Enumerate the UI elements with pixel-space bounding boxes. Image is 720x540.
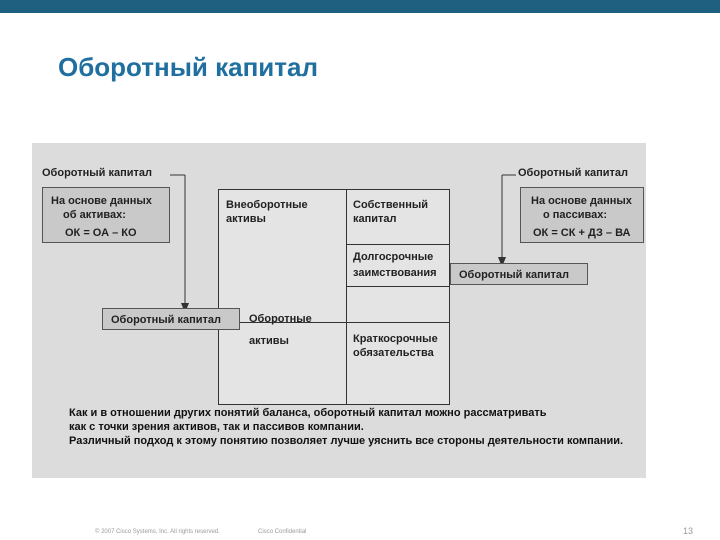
left-box-formula: ОК = ОА – КО (65, 227, 137, 239)
right-box-line-1: На основе данных (531, 195, 632, 207)
left-box-line-1: На основе данных (51, 195, 152, 207)
right-formula-box (520, 187, 644, 243)
right-label: Оборотный капитал (518, 167, 628, 179)
left-formula-box (42, 187, 170, 243)
cell-noncurrent-assets-1: Внеоборотные (226, 199, 308, 211)
cell-equity-2: капитал (353, 213, 397, 225)
page-number: 13 (683, 526, 694, 536)
balance-table (218, 189, 450, 405)
tag-left-label: Оборотный капитал (111, 314, 221, 326)
working-capital-tag-left (102, 308, 240, 330)
caption-line-1: Как и в отношении других понятий баланса, оборотный капитал можно рассматривать (69, 407, 547, 419)
working-capital-tag-right (450, 263, 588, 285)
left-box-line-2: об активах: (63, 209, 126, 221)
table-divider-vertical (346, 190, 347, 404)
cell-longterm-1: Долгосрочные (353, 251, 434, 263)
cell-longterm-2: заимствования (353, 267, 437, 279)
cell-noncurrent-assets-2: активы (226, 213, 266, 225)
tag-right-label: Оборотный капитал (459, 269, 569, 281)
table-divider-longterm (346, 286, 449, 287)
cell-equity-1: Собственный (353, 199, 428, 211)
caption-line-3: Различный подход к этому понятию позволяет лучше уяснить все стороны деятельности компании. (69, 435, 624, 447)
top-bar (0, 0, 720, 13)
balance-figure (32, 143, 646, 478)
right-box-formula: ОК = СК + ДЗ – ВА (533, 227, 631, 239)
cell-shortterm-1: Краткосрочные (353, 333, 438, 345)
table-divider-equity (346, 244, 449, 245)
slide-title: Оборотный капитал (58, 52, 318, 82)
figure-caption (69, 406, 639, 448)
caption-line-2: как с точки зрения активов, так и пассивов компании. (69, 421, 364, 433)
footer-confidential: Cisco Confidential (258, 529, 307, 535)
cell-shortterm-2: обязательства (353, 347, 434, 359)
cell-current-assets-1: Оборотные (249, 313, 312, 325)
footer-copyright: © 2007 Cisco Systems, Inc. All rights reserved. (95, 529, 220, 535)
cell-current-assets-2: активы (249, 335, 289, 347)
right-box-line-2: о пассивах: (543, 209, 608, 221)
left-label: Оборотный капитал (42, 167, 152, 179)
